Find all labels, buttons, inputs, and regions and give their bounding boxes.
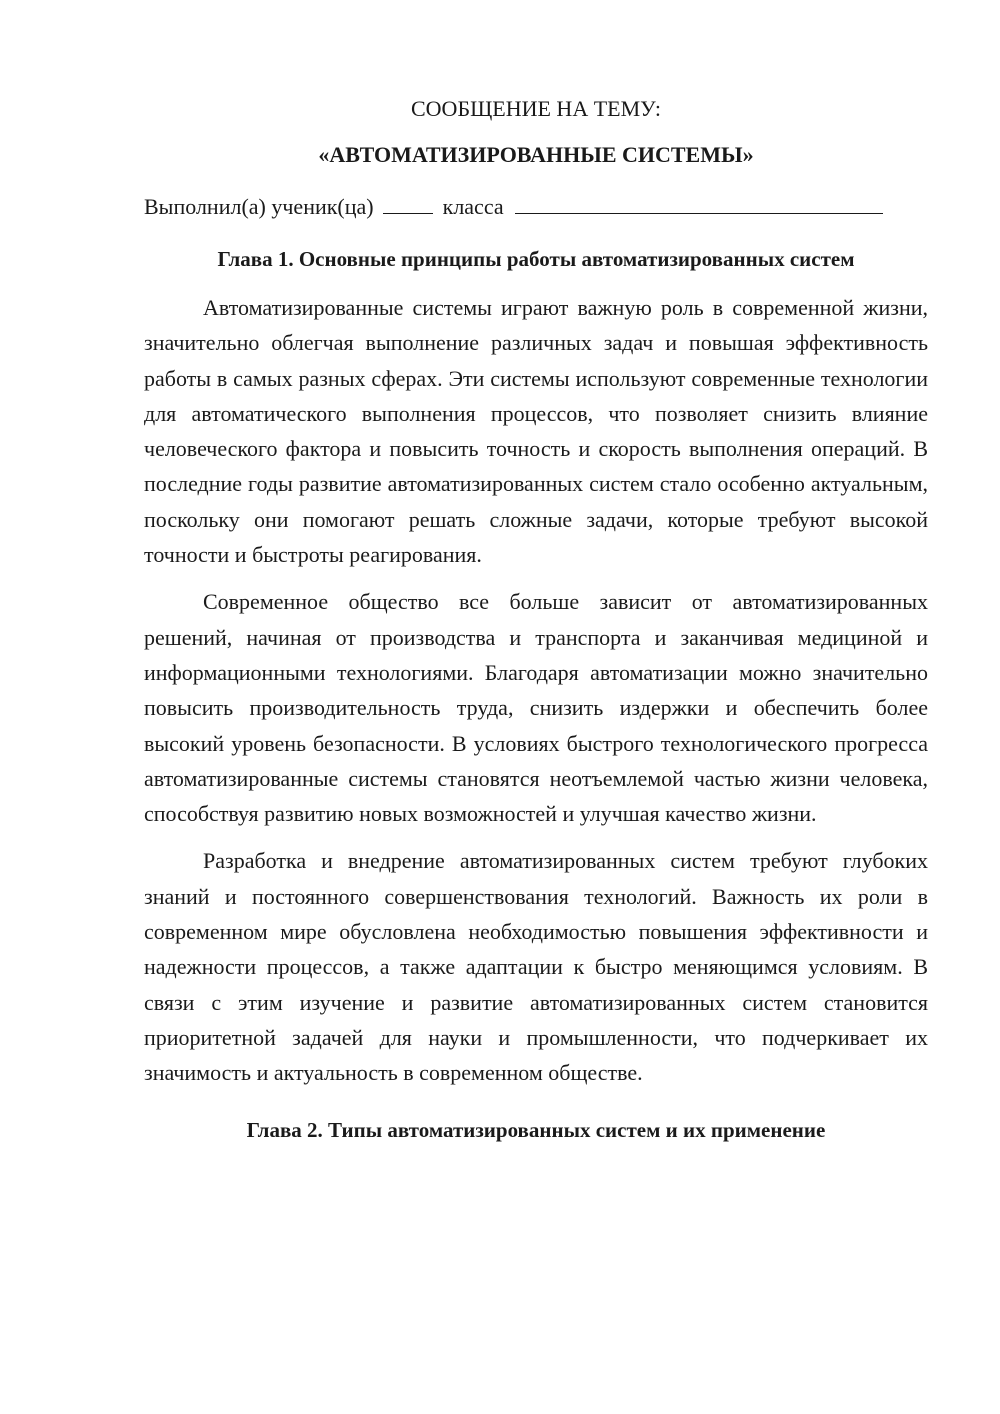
author-line [144,190,928,224]
author-prefix: Выполнил(а) ученик(ца) [144,194,374,219]
class-number-blank [383,191,433,214]
student-name-blank [515,191,883,214]
chapter-1-heading: Глава 1. Основные принципы работы автоматизированных систем [217,247,855,271]
paragraph-3: Разработка и внедрение автоматизированных систем требуют глубоких знаний и постоянного совершенствования технологий. Важность их роли в современном мире обусловлена необходимостью повышения эффективности и надежности процессов, а также адаптации к быстро меняющимся условиям. В связи с этим изучение и развитие автоматизированных систем становится приоритетной задачей для науки и промышленности, что подчеркивает их значимость и актуальность в современном обществе. [144,848,928,1086]
paragraph-1: Автоматизированные системы играют важную роль в современной жизни, значительно облегчая выполнение различных задач и повышая эффективность работы в самых разных сферах. Эти системы используют современные технологии для автоматического выполнения процессов, что позволяет снизить влияние человеческого фактора и повысить точность и скорость выполнения операций. В последние годы развитие автоматизированных систем стало особенно актуальным, поскольку они помогают решать сложные задачи, которые требуют высокой точности и быстроты реагирования. [144,295,928,568]
chapter-2-heading: Глава 2. Типы автоматизированных систем и их применение [246,1117,826,1142]
paragraph-2: Современное общество все больше зависит от автоматизированных решений, начиная от производства и транспорта и заканчивая медициной и информационными технологиями. Благодаря автоматизации можно значительно повысить производительность труда, снизить издержки и обеспечить более высокий уровень безопасности. В условиях быстрого технологического прогресса автоматизированные системы становятся неотъемлемой частью жизни человека, способствуя развитию новых возможностей и улучшая качество жизни. [144,589,928,827]
document-title: «АВТОМАТИЗИРОВАННЫЕ СИСТЕМЫ» [318,142,754,167]
class-label: класса [442,194,504,219]
document-page [144,92,928,1147]
document-title-topic: СООБЩЕНИЕ НА ТЕМУ: [411,96,661,121]
